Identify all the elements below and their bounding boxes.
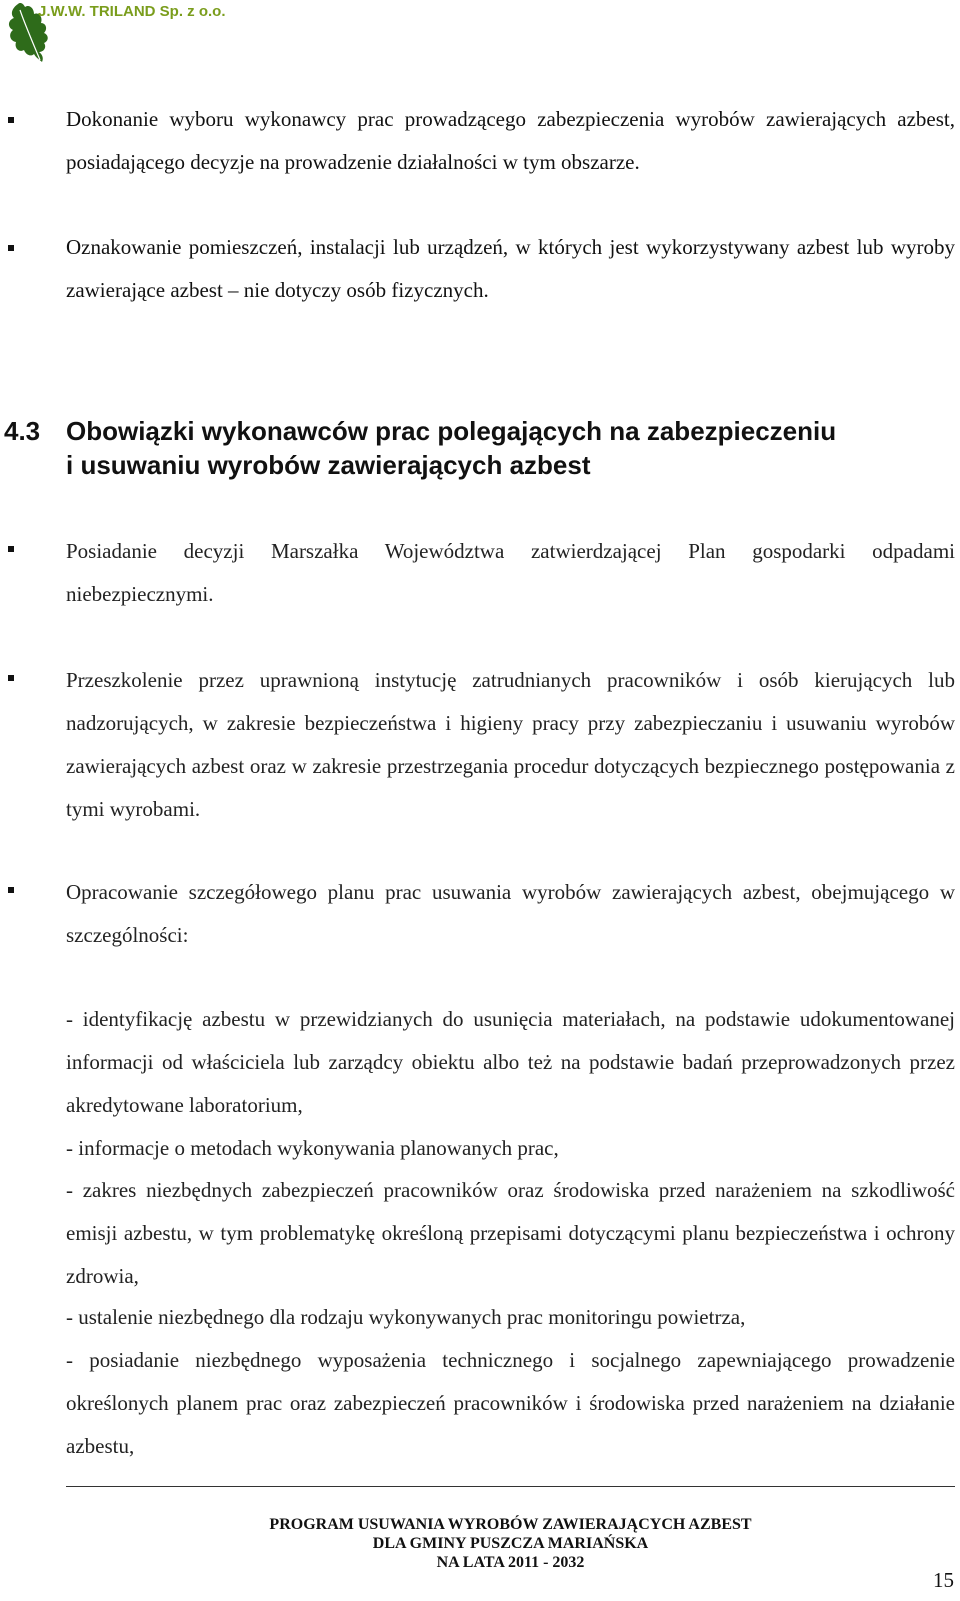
bullet-icon (8, 546, 14, 552)
footer-line3: NA LATA 2011 - 2032 (436, 1554, 585, 1571)
list-item-text: - ustalenie niezbędnego dla rodzaju wykonywanych prac monitoringu powietrza, (66, 1305, 746, 1329)
list-item (66, 1296, 955, 1339)
list-item-text: Posiadanie decyzji Marszałka Województwa zatwierdzającej Plan gospodarki odpadami niebezpiecznymi. (66, 539, 955, 606)
company-name: J.W.W. TRILAND Sp. z o.o. (38, 3, 226, 20)
bullet-icon (8, 117, 14, 123)
list-item (66, 659, 955, 831)
list-item-text: Opracowanie szczegółowego planu prac usuwania wyrobów zawierających azbest, obejmującego w szczególności: (66, 880, 955, 947)
page-footer (66, 1515, 955, 1572)
list-item (66, 998, 955, 1127)
list-item (66, 1169, 955, 1298)
section-title-line2: i usuwaniu wyrobów zawierających azbest (66, 450, 591, 480)
list-item-text: - informacje o metodach wykonywania planowanych prac, (66, 1136, 559, 1160)
list-item-text: - posiadanie niezbędnego wyposażenia technicznego i socjalnego zapewniającego prowadzenie określonych planem prac oraz zabezpieczeń pracowników i środowiska przed narażeniem na działanie azbestu, (66, 1348, 955, 1458)
list-item-text: Oznakowanie pomieszczeń, instalacji lub urządzeń, w których jest wykorzystywany azbest lub wyroby zawierające azbest – nie dotyczy osób fizycznych. (66, 235, 955, 302)
section-heading (4, 414, 944, 482)
footer-line1: PROGRAM USUWANIA WYROBÓW ZAWIERAJĄCYCH AZBEST (269, 1516, 752, 1533)
list-item (66, 1127, 955, 1170)
footer-divider (66, 1486, 955, 1487)
section-number: 4.3 (4, 416, 41, 446)
bullet-icon (8, 887, 14, 893)
bullet-icon (8, 245, 14, 251)
list-item-text: - zakres niezbędnych zabezpieczeń pracowników oraz środowiska przed narażeniem na szkodliwość emisji azbestu, w tym problematykę określoną przepisami dotyczącymi planu bezpieczeństwa i ochrony zdrowia, (66, 1178, 955, 1288)
list-item (66, 1339, 955, 1468)
section-title-line1: Obowiązki wykonawców prac polegających na zabezpieczeniu (66, 416, 837, 446)
list-item (66, 226, 955, 312)
list-item-text: - identyfikację azbestu w przewidzianych do usunięcia materiałach, na podstawie udokumentowanej informacji od właściciela lub zarządcy obiektu albo też na podstawie badań przeprowadzonych przez akredytowane laboratorium, (66, 1007, 955, 1117)
list-item (66, 98, 955, 184)
list-item (66, 530, 955, 616)
list-item-text: Przeszkolenie przez uprawnioną instytucję zatrudnianych pracowników i osób kierujących lub nadzorujących, w zakresie bezpieczeństwa i higieny pracy przy zabezpieczaniu i usuwaniu wyrobów zawierających azbest oraz w zakresie przestrzegania procedur dotyczących bezpiecznego postępowania z tymi wyrobami. (66, 668, 955, 821)
page-header (4, 0, 404, 70)
footer-line2: DLA GMINY PUSZCZA MARIAŃSKA (372, 1535, 649, 1552)
list-item-text: Dokonanie wyboru wykonawcy prac prowadzącego zabezpieczenia wyrobów zawierających azbest, posiadającego decyzje na prowadzenie działalności w tym obszarze. (66, 107, 955, 174)
page-number: 15 (933, 1568, 954, 1592)
bullet-icon (8, 675, 14, 681)
list-item (66, 871, 955, 957)
